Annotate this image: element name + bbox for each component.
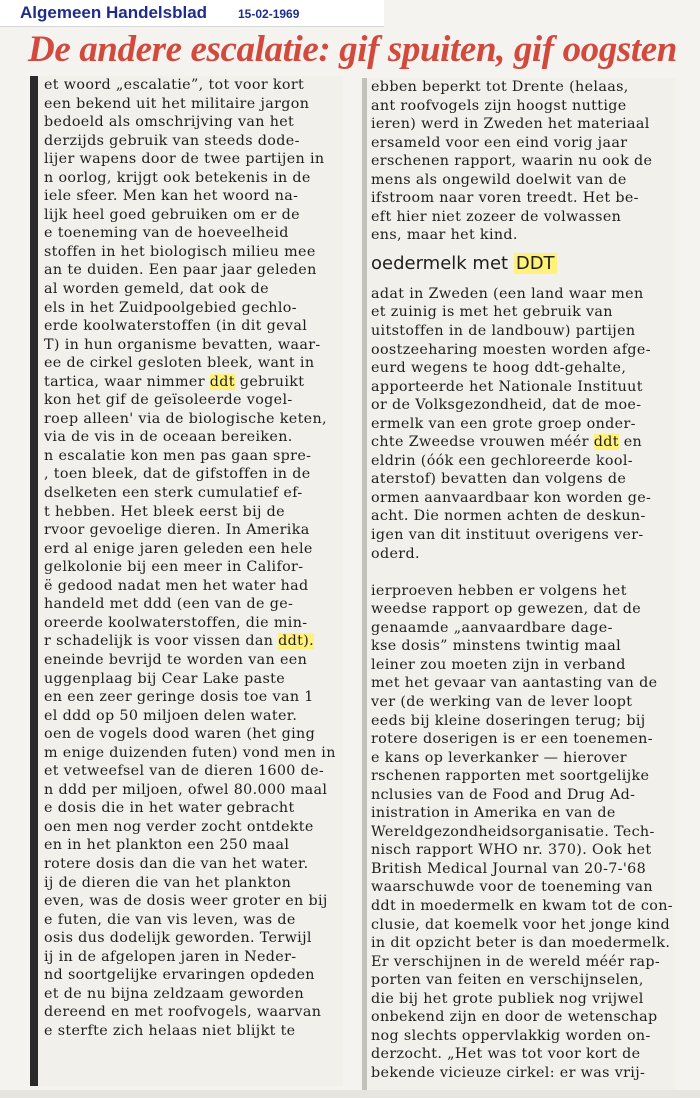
text-line-content: Wereldgezondheidsorganisatie. Tech- [371, 823, 655, 840]
text-line [367, 396, 675, 415]
text-line-content: nisch rapport WHO nr. 370). Ook het [371, 842, 652, 859]
text-line [367, 189, 675, 208]
text-line [367, 78, 675, 97]
text-line [367, 507, 675, 526]
text-line [38, 206, 343, 225]
text-line-content: n ddd per miljoen, ofwel 80.000 maal [44, 781, 328, 798]
text-line [38, 1003, 343, 1022]
text-line [38, 781, 343, 800]
text-line [38, 169, 343, 188]
text-line-content: oreerde koolwaterstoffen, die min- [44, 614, 308, 631]
text-line-content: eeds bij kleine doseringen terug; bij [371, 712, 646, 729]
text-line-content: dereend en met roofvogels, waarvan [44, 1004, 322, 1021]
text-line-content: rotere doserigen is er een toenemen- [371, 731, 653, 748]
publication-date: 15-02-1969 [238, 7, 300, 21]
text-line-content: porten van feiten en verschijnselen, [371, 972, 644, 989]
text-line [367, 619, 675, 638]
text-line [367, 637, 675, 656]
text-line-content: n escalatie kon men pas gaan spre- [44, 447, 312, 464]
text-line [38, 818, 343, 837]
text-line [367, 749, 675, 768]
text-line-content: een bekend uit het militaire jargon [44, 95, 310, 112]
text-line-content: , toen bleek, dat de gifstoffen in de [44, 466, 311, 483]
text-line [38, 762, 343, 781]
text-line [38, 113, 343, 132]
text-line [367, 359, 675, 378]
text-line [367, 841, 675, 860]
text-line-content: aterstof) bevatten dan volgens de [371, 471, 627, 488]
text-line [38, 187, 343, 206]
text-line-content: in dit opzicht beter is dan moedermelk. [371, 935, 671, 952]
text-line-content: kse dosis” minstens twintig maal [371, 638, 621, 655]
text-line-content: e kans op leverkanker — hierover [371, 749, 627, 766]
text-line [38, 651, 343, 670]
text-line-content: osis dus dodelijk geworden. Terwijl [44, 930, 312, 947]
text-line-content: eft hier niet zozeer de volwassen [371, 208, 622, 225]
text-line-content: erschenen rapport, waarin nu ook de [371, 153, 653, 170]
text-line [367, 767, 675, 786]
text-line [38, 280, 343, 299]
text-line [367, 134, 675, 153]
text-line-content: rschenen rapporten met soortgelijke [371, 768, 650, 785]
text-line-content: m enige duizenden futen) vond men in [44, 744, 336, 761]
highlighted-term: ddt). [278, 633, 315, 650]
text-line-content: ë gedood nadat men het water had [44, 577, 309, 594]
text-line-content: nclusies van de Food and Drug Ad- [371, 786, 636, 803]
left-text-column [30, 76, 343, 1086]
text-line [367, 303, 675, 322]
text-line-content: ieren) werd in Zweden het materiaal [371, 116, 650, 133]
text-line [367, 563, 675, 582]
text-line-content: acht. Die normen achten de deskun- [371, 508, 646, 525]
text-line [367, 415, 675, 434]
text-line-content: et zuinig is met het gebruik van [371, 304, 613, 321]
text-line [38, 948, 343, 967]
text-line-content: derzocht. „Het was tot voor kort de [371, 1046, 641, 1063]
text-line-content: oen de vogels dood waren (het ging [44, 726, 316, 743]
text-line-content: roep alleen' via de biologische keten, [44, 410, 327, 427]
text-line-content: genaamde „aanvaardbare dage- [371, 619, 613, 636]
text-line [38, 132, 343, 151]
text-line-content: waarschuwde voor de toeneming van [371, 879, 653, 896]
text-line [367, 582, 675, 601]
text-line [38, 595, 343, 614]
text-line-content: oen men nog verder zocht ontdekte [44, 818, 314, 835]
clipping-header [0, 0, 384, 27]
text-line-content: ant roofvogels zijn hoogst nuttige [371, 97, 627, 114]
text-line [367, 285, 675, 304]
text-line-content: ifstroom naar voren treedt. Het be- [371, 190, 639, 207]
text-line [38, 317, 343, 336]
text-line [38, 614, 343, 633]
text-line-content: onbekend zijn en door de wetenschap [371, 1009, 658, 1026]
text-line-content: uitstoffen in de landbouw) partijen [371, 323, 636, 340]
text-line [38, 632, 343, 651]
text-line [38, 373, 343, 392]
text-line-content: et de nu bijna zeldzaam geworden [44, 985, 305, 1002]
text-line [38, 874, 343, 893]
text-line-content: leiner zou moeten zijn in verband [371, 656, 626, 673]
text-line [367, 526, 675, 545]
text-line-content: ee de cirkel gesloten bleek, want in [44, 355, 315, 372]
text-line-content: Er verschijnen in de wereld méér rap- [371, 953, 661, 970]
text-line-content: e toeneming van de hoeveelheid [44, 225, 289, 242]
text-line-content: bekende vicieuze cirkel: er was vrij- [371, 1064, 646, 1081]
text-line [367, 712, 675, 731]
text-line-content: or de Volksgezondheid, dat de moe- [371, 397, 642, 414]
text-line [367, 378, 675, 397]
text-line-content: even, was de dosis weer groter en bij [44, 893, 328, 910]
page-bottom-edge [0, 1090, 700, 1098]
text-line [367, 470, 675, 489]
text-line [367, 433, 675, 452]
text-line-content: nog slechts oppervlakkig worden on- [371, 1027, 651, 1044]
text-line-content: stoffen in het biologisch milieu mee [44, 243, 316, 260]
article-headline: De andere escalatie: gif spuiten, gif oogsten [28, 29, 677, 70]
text-line-content: n oorlog, krijgt ook betekenis in de [44, 169, 311, 186]
text-line-content: British Medical Journal van 20-7-'68 [371, 860, 647, 877]
text-line [38, 799, 343, 818]
text-line-content: igen van dit instituut overigens ver- [371, 527, 644, 544]
text-line-content: en in het plankton een 250 maal [44, 837, 290, 854]
text-line [367, 1008, 675, 1027]
text-line-content: ij de dieren die van het plankton [44, 874, 292, 891]
text-line [38, 503, 343, 522]
text-line-content: ddt in moedermelk en kwam tot de con- [371, 897, 673, 914]
text-line-content: tartica, waar nimmer [44, 373, 210, 390]
text-line-content: eurd wegens te hoog ddt-gehalte, [371, 360, 627, 377]
text-line [38, 707, 343, 726]
text-line-content: kon het gif de geïsoleerde vogel- [44, 392, 293, 409]
text-line-content: al worden gemeld, dat ook de [44, 281, 269, 298]
text-line-content: e sterfte zich helaas niet blijkt te [44, 1022, 296, 1039]
text-line [367, 452, 675, 471]
text-line-content: met het gevaar van aantasting van de [371, 675, 658, 692]
newspaper-name: Algemeen Handelsblad [20, 3, 208, 22]
text-line [367, 656, 675, 675]
subheading-text: oedermelk met [371, 252, 514, 274]
text-line [367, 730, 675, 749]
text-line-content: gelkolonie bij een meer in Califor- [44, 559, 304, 576]
text-line [38, 985, 343, 1004]
text-line [367, 322, 675, 341]
text-line [38, 95, 343, 114]
text-line-content: derzijds gebruik van steeds dode- [44, 132, 300, 149]
text-line-content: et woord „escalatie”, tot voor kort [44, 77, 305, 93]
text-line [367, 823, 675, 842]
text-line-content: ersameld voor een eind vorig jaar [371, 134, 628, 151]
text-line [367, 1045, 675, 1064]
text-line-content: r schadelijk is voor vissen dan [44, 633, 279, 650]
text-line-content: T) in hun organisme bevatten, waar- [44, 336, 321, 353]
text-line [367, 152, 675, 171]
text-line [367, 171, 675, 190]
text-line-content: ver (de werking van de lever loopt [371, 693, 633, 710]
text-line [367, 953, 675, 972]
text-line [367, 897, 675, 916]
text-line-content: die bij het grote publiek nog vrijwel [371, 990, 644, 1007]
text-line [38, 929, 343, 948]
text-line-content: ormen aanvaardbaar kon worden ge- [371, 489, 652, 506]
text-line [367, 489, 675, 508]
text-line-content: handeld met ddd (een van de ge- [44, 596, 294, 613]
text-line-content: nd soortgelijke ervaringen opdeden [44, 967, 315, 984]
text-line [38, 521, 343, 540]
text-line [38, 150, 343, 169]
text-line-content: e dosis die in het water gebracht [44, 800, 295, 817]
text-line [38, 577, 343, 596]
text-line [38, 836, 343, 855]
text-line-content: erd al enige jaren geleden een hele [44, 540, 313, 557]
text-line [38, 224, 343, 243]
text-line [367, 934, 675, 953]
text-line-content: gebruikt [239, 373, 305, 390]
text-line-content: rotere dosis dan die van het water. [44, 855, 309, 872]
text-line-content: uggenplaag bij Cear Lake paste [44, 670, 286, 687]
text-line-content: eldrin (óók een gechloreerde kool- [371, 452, 633, 469]
text-line-content: iele sfeer. Men kan het woord na- [44, 188, 299, 205]
text-line [367, 786, 675, 805]
text-line-content: rvoor gevoelige dieren. In Amerika [44, 522, 310, 539]
text-line-content: e futen, die van vis leven, was de [44, 911, 296, 928]
text-line [367, 1064, 675, 1083]
text-line [367, 97, 675, 116]
text-line-content: eneinde bevrijd te worden van een [44, 651, 308, 668]
text-line [38, 725, 343, 744]
text-line [38, 410, 343, 429]
text-line [38, 299, 343, 318]
text-line-content: t hebben. Het bleek eerst bij de [44, 503, 285, 520]
right-text-column [362, 78, 675, 1096]
text-line-content: apporteerde het Nationale Instituut [371, 378, 643, 395]
text-line-content: bedoeld als omschrijving van het [44, 114, 295, 131]
text-line [367, 674, 675, 693]
text-line [367, 878, 675, 897]
text-line [38, 670, 343, 689]
text-line [38, 354, 343, 373]
text-line [367, 341, 675, 360]
text-line [38, 540, 343, 559]
text-line-content: ebben beperkt tot Drente (helaas, [371, 79, 629, 95]
text-line [38, 855, 343, 874]
text-line-content: ierproeven hebben er volgens het [371, 582, 627, 599]
text-line-content: erde koolwaterstoffen (in dit geval [44, 318, 308, 335]
text-line [367, 971, 675, 990]
text-line-content: ermelk van een grote groep onder- [371, 415, 636, 432]
text-line [367, 860, 675, 879]
text-line [367, 226, 675, 245]
text-line [367, 1027, 675, 1046]
highlighted-term: ddt [209, 373, 235, 390]
text-line [38, 966, 343, 985]
text-line [367, 804, 675, 823]
text-line [38, 428, 343, 447]
text-line-content: et vetweefsel van de dieren 1600 de- [44, 763, 325, 780]
text-line-content: adat in Zweden (een land waar men [371, 285, 644, 302]
text-line-content: weedse rapport op gewezen, dat de [371, 601, 642, 618]
text-line-content: dselketen een sterk cumulatief ef- [44, 485, 303, 502]
text-line [38, 391, 343, 410]
section-subheading [367, 251, 675, 285]
text-line [38, 465, 343, 484]
text-line [367, 208, 675, 227]
text-line-content: mens als ongewild doelwit van de [371, 171, 627, 188]
text-line-content: chte Zweedse vrouwen méér [371, 434, 594, 451]
text-line-content: en een zeer geringe dosis toe van 1 [44, 689, 314, 706]
text-line [38, 1022, 343, 1041]
text-line-content: lijer wapens door de twee partijen in [44, 151, 325, 168]
text-line-content: inistration in Amerika en van de [371, 805, 616, 822]
text-line [38, 261, 343, 280]
text-line-content: ens, maar het kind. [371, 227, 518, 244]
highlighted-term: ddt [593, 434, 619, 451]
text-line-content: el ddd op 50 miljoen delen water. [44, 707, 298, 724]
text-line-content: els in het Zuidpoolgebied gechlo- [44, 299, 297, 316]
text-line [367, 600, 675, 619]
text-line-content: an te duiden. Een paar jaar geleden [44, 262, 317, 279]
text-line [38, 336, 343, 355]
text-line-content: via de vis in de oceaan bereiken. [44, 429, 293, 446]
text-line [367, 693, 675, 712]
text-line [38, 243, 343, 262]
text-line [38, 688, 343, 707]
text-line [38, 447, 343, 466]
text-line [38, 76, 343, 95]
text-line-content: oostzeeharing moesten worden afge- [371, 341, 651, 358]
text-line [38, 911, 343, 930]
text-line-content: en [618, 434, 643, 451]
text-line [38, 484, 343, 503]
text-line-content: ij in de afgelopen jaren in Neder- [44, 948, 297, 965]
subheading-highlight: DDT [515, 252, 555, 274]
text-line [38, 892, 343, 911]
text-line-content: lijk heel goed gebruiken om er de [44, 206, 300, 223]
text-line [367, 916, 675, 935]
text-line [367, 115, 675, 134]
text-line [38, 744, 343, 763]
text-line [367, 990, 675, 1009]
text-line-content: clusie, dat koemelk voor het jonge kind [371, 916, 671, 933]
text-line [38, 558, 343, 577]
text-line-content: oderd. [371, 545, 420, 562]
text-line [367, 545, 675, 564]
